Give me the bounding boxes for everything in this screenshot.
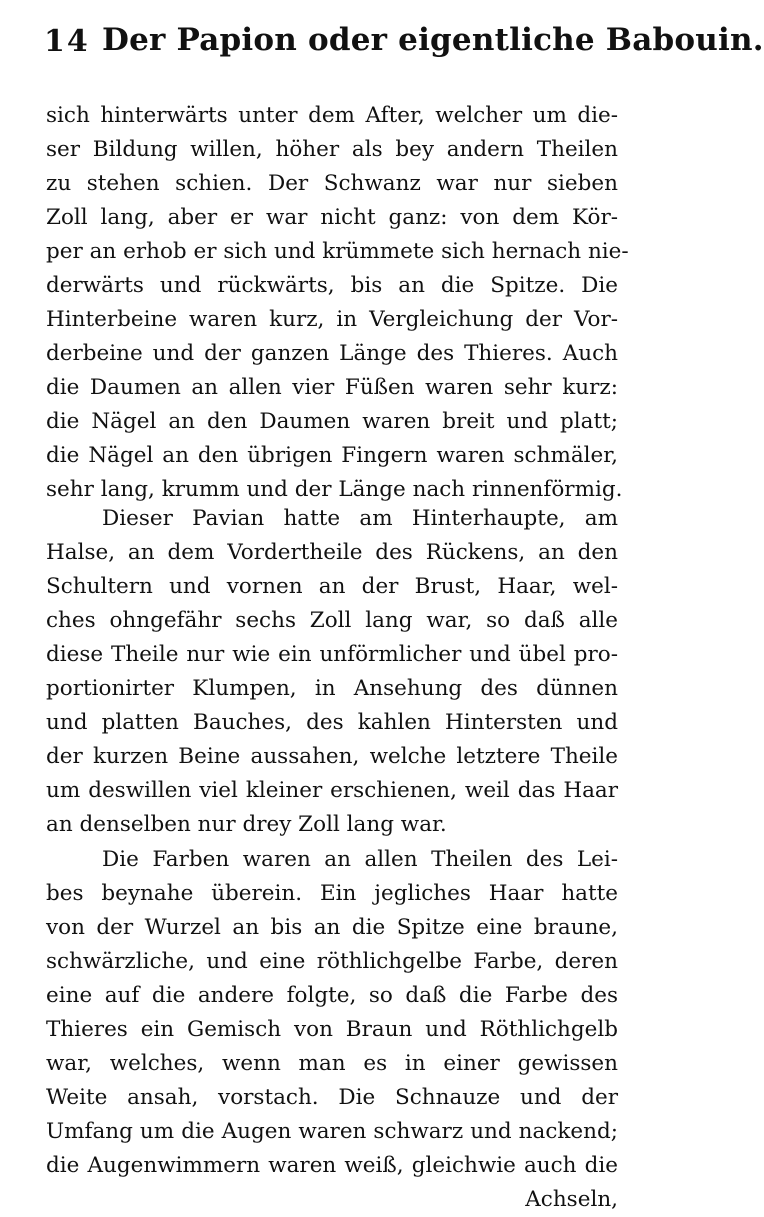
- text-line: an denselben nur drey Zoll lang war.: [46, 812, 447, 837]
- text-line: sich hinterwärts unter dem After, welcher um die-: [46, 103, 618, 128]
- text-line: Dieser Pavian hatte am Hinterhaupte, am: [102, 506, 618, 531]
- text-line: per an erhob er sich und krümmete sich hernach nie-: [46, 239, 629, 264]
- page-number: 14: [44, 24, 90, 59]
- paragraph-3: [46, 843, 618, 1217]
- text-line: eine auf die andere folgte, so daß die Farbe des: [46, 983, 618, 1008]
- catchword: Achseln,: [525, 1187, 618, 1212]
- text-line: die Nägel an den Daumen waren breit und platt;: [46, 409, 618, 434]
- text-line: um deswillen viel kleiner erschienen, weil das Haar: [46, 778, 618, 803]
- text-line: ser Bildung willen, höher als bey andern Theilen: [46, 137, 618, 162]
- text-line: Halse, an dem Vordertheile des Rückens, an den: [46, 540, 618, 565]
- text-line: war, welches, wenn man es in einer gewissen: [46, 1051, 618, 1076]
- text-line: und platten Bauches, des kahlen Hintersten und: [46, 710, 618, 735]
- text-line: sehr lang, krumm und der Länge nach rinnenförmig.: [46, 477, 623, 502]
- text-line: der kurzen Beine aussahen, welche letztere Theile: [46, 744, 618, 769]
- text-line: die Daumen an allen vier Füßen waren sehr kurz:: [46, 375, 618, 400]
- text-line: schwärzliche, und eine röthlichgelbe Farbe, deren: [46, 949, 618, 974]
- text-line: zu stehen schien. Der Schwanz war nur sieben: [46, 171, 618, 196]
- running-title: Der Papion oder eigentliche Babouin.: [102, 22, 764, 58]
- text-line: Zoll lang, aber er war nicht ganz: von dem Kör-: [46, 205, 618, 230]
- paragraph-2: [46, 502, 618, 842]
- text-line: Die Farben waren an allen Theilen des Lei-: [102, 847, 618, 872]
- paragraph-1: [46, 99, 629, 507]
- text-line: Hinterbeine waren kurz, in Vergleichung der Vor-: [46, 307, 618, 332]
- text-line: derbeine und der ganzen Länge des Thieres. Auch: [46, 341, 618, 366]
- text-line: von der Wurzel an bis an die Spitze eine braune,: [46, 915, 618, 940]
- text-line: Schultern und vornen an der Brust, Haar, wel-: [46, 574, 618, 599]
- page-header: [44, 22, 764, 66]
- text-line: Umfang um die Augen waren schwarz und nackend;: [46, 1119, 618, 1144]
- text-line: Thieres ein Gemisch von Braun und Röthlichgelb: [46, 1017, 618, 1042]
- text-line: die Augenwimmern waren weiß, gleichwie auch die: [46, 1153, 618, 1178]
- text-line: die Nägel an den übrigen Fingern waren schmäler,: [46, 443, 618, 468]
- text-line: diese Theile nur wie ein unförmlicher und übel pro-: [46, 642, 618, 667]
- text-line: ches ohngefähr sechs Zoll lang war, so daß alle: [46, 608, 618, 633]
- text-line: portionirter Klumpen, in Ansehung des dünnen: [46, 676, 618, 701]
- text-line: Weite ansah, vorstach. Die Schnauze und der: [46, 1085, 618, 1110]
- text-line: bes beynahe überein. Ein jegliches Haar hatte: [46, 881, 618, 906]
- text-line: derwärts und rückwärts, bis an die Spitze. Die: [46, 273, 618, 298]
